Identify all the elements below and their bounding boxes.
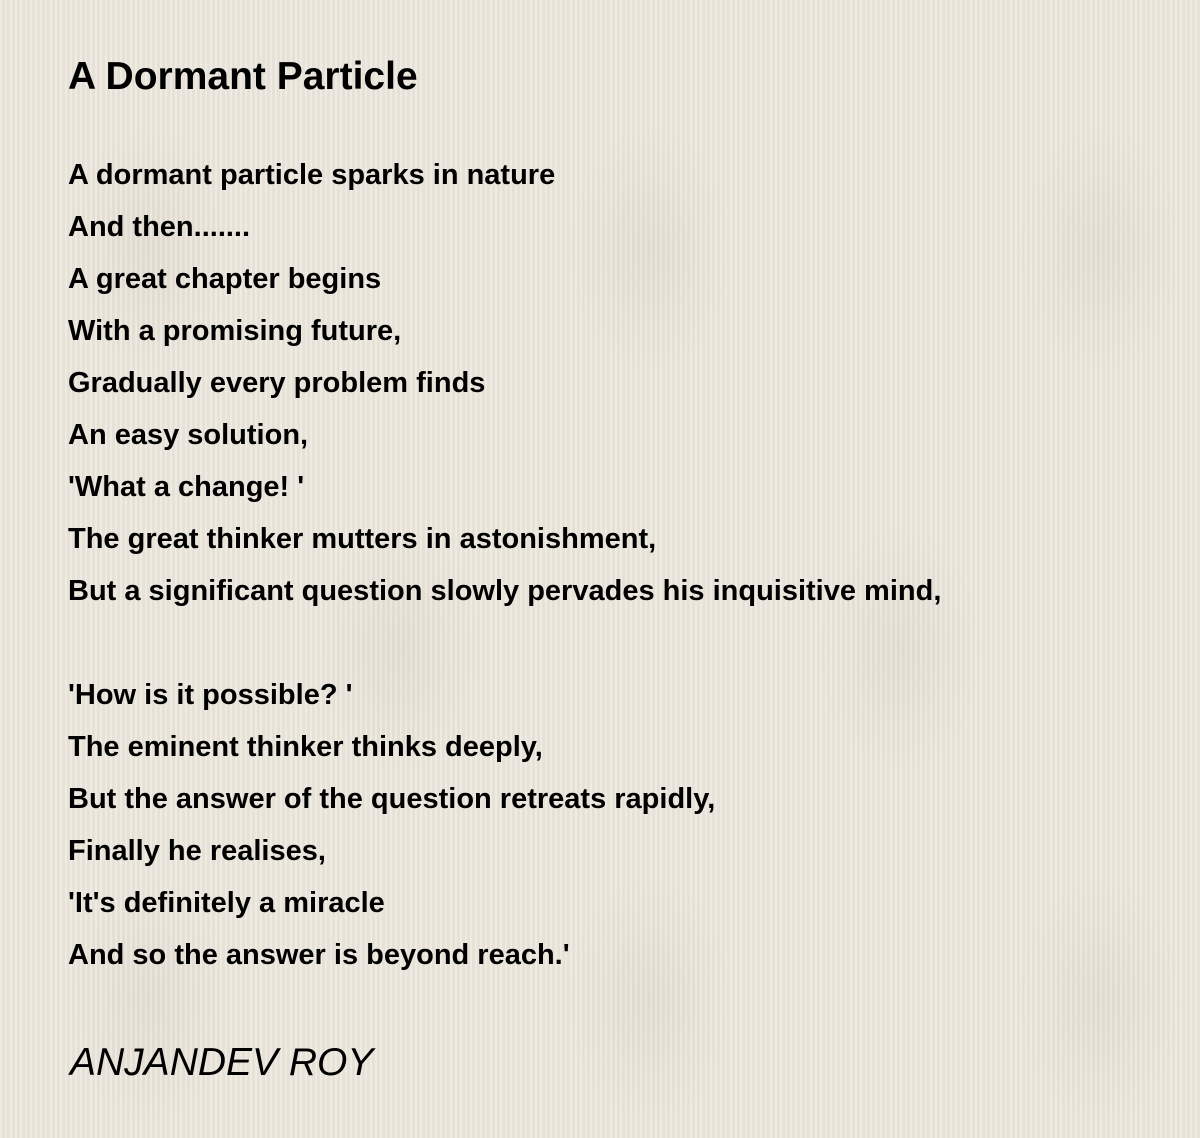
poem-line: With a promising future,	[68, 315, 402, 347]
stanza-break	[68, 621, 941, 673]
poem-line: But the answer of the question retreats rapidly,	[68, 783, 716, 815]
poem-line: But a significant question slowly pervades his inquisitive mind,	[68, 575, 942, 607]
poem-body	[68, 153, 941, 985]
poem-line: 'What a change! '	[68, 471, 305, 503]
poem-line: 'How is it possible? '	[68, 679, 353, 711]
poem-line: Finally he realises,	[68, 835, 326, 867]
poem-line: A dormant particle sparks in nature	[68, 159, 556, 191]
poem-line: And so the answer is beyond reach.'	[68, 939, 570, 971]
poem-line: Gradually every problem finds	[68, 367, 486, 399]
poem-author: ANJANDEV ROY	[70, 1041, 374, 1084]
poem-line: The great thinker mutters in astonishment,	[68, 523, 657, 555]
poem-title: A Dormant Particle	[68, 55, 418, 98]
poem-line: An easy solution,	[68, 419, 309, 451]
poem-line: 'It's definitely a miracle	[68, 887, 385, 919]
poem-line: And then.......	[68, 211, 251, 243]
poem-line: The eminent thinker thinks deeply,	[68, 731, 543, 763]
poem-line: A great chapter begins	[68, 263, 382, 295]
